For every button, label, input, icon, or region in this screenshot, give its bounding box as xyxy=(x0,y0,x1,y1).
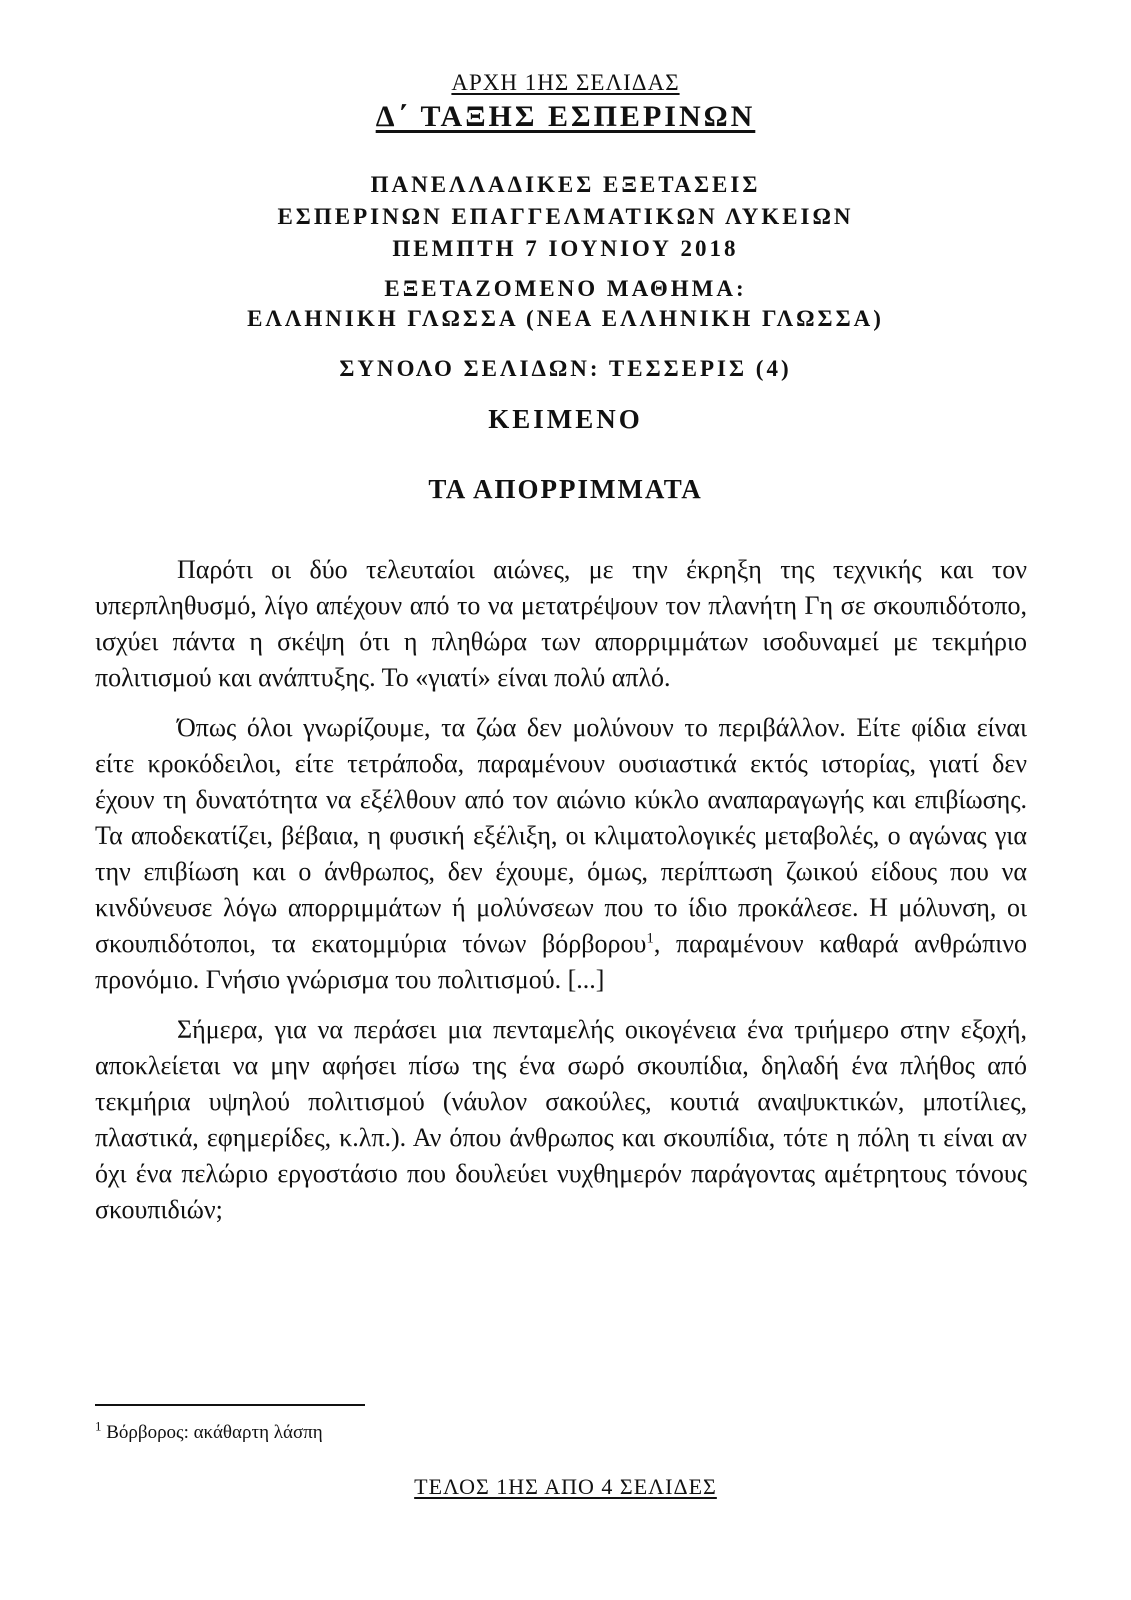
paragraph-3: Σήμερα, για να περάσει μια πενταμελής οικογένεια ένα τριήμερο στην εξοχή, αποκλείεται να μην αφήσει πίσω της ένα σωρό σκουπίδια, δηλαδή ένα πλήθος από τεκμήρια υψηλού πολιτισμού (νάυλον σακούλες, κουτιά αναψυκτικών, μποτίλιες, πλαστικά, εφημερίδες, κ.λπ.). Αν όπου άνθρωπος και σκουπίδια, τότε η πόλη τι είναι αν όχι ένα πελώριο εργοστάσιο που δουλεύει νυχθημερόν παράγοντας αμέτρητους τόνους σκουπιδιών; xyxy=(95,1015,1027,1224)
text-body xyxy=(95,552,1027,1242)
exam-title-line2: ΕΣΠΕΡΙΝΩΝ ΕΠΑΓΓΕΛΜΑΤΙΚΩΝ ΛΥΚΕΙΩΝ xyxy=(277,204,854,229)
paragraph-1: Παρότι οι δύο τελευταίοι αιώνες, με την έκρηξη της τεχνικής και τον υπερπληθυσμό, λίγο απέχουν από το να μετατρέψουν τον πλανήτη Γη σε σκουπιδότοπο, ισχύει πάντα η σκέψη ότι η πληθώρα των απορριμμάτων ισοδυναμεί με τεκμήριο πολιτισμού και ανάπτυξης. Το «γιατί» είναι πολύ απλό. xyxy=(95,555,1027,692)
exam-title-line1: ΠΑΝΕΛΛΑΔΙΚΕΣ ΕΞΕΤΑΣΕΙΣ xyxy=(370,172,761,197)
text-title: ΤΑ ΑΠΟΡΡΙΜΜΑΤΑ xyxy=(428,474,703,504)
page-end-marker: ΤΕΛΟΣ 1ΗΣ ΑΠΟ 4 ΣΕΛΙΔΕΣ xyxy=(414,1474,717,1499)
page-start-marker: ΑΡΧΗ 1ΗΣ ΣΕΛΙΔΑΣ xyxy=(451,70,680,95)
exam-date: ΠΕΜΠΤΗ 7 ΙΟΥΝΙΟΥ 2018 xyxy=(392,236,739,261)
footnote-reference: 1 xyxy=(646,930,654,947)
text-section-label: ΚΕΙΜΕΝΟ xyxy=(488,404,643,434)
paragraph-2-part-b: , παραμένουν καθαρά ανθρώπινο προνόμιο. Γνήσιο γνώρισμα του πολιτισμού. [...] xyxy=(95,929,1027,994)
footnote-marker: 1 xyxy=(95,1418,102,1434)
paragraph-2 xyxy=(95,710,1027,998)
footnote xyxy=(95,1418,323,1444)
subject-name: ΕΛΛΗΝΙΚΗ ΓΛΩΣΣΑ (ΝΕΑ ΕΛΛΗΝΙΚΗ ΓΛΩΣΣΑ) xyxy=(247,306,884,331)
footnote-text: Βόρβορος: ακάθαρτη λάσπη xyxy=(106,1422,323,1443)
pages-total: ΣΥΝΟΛΟ ΣΕΛΙΔΩΝ: ΤΕΣΣΕΡΙΣ (4) xyxy=(339,356,792,381)
subject-label: ΕΞΕΤΑΖΟΜΕΝΟ ΜΑΘΗΜΑ: xyxy=(384,276,747,301)
class-label: Δ΄ ΤΑΞΗΣ ΕΣΠΕΡΙΝΩΝ xyxy=(375,100,756,133)
footnote-divider xyxy=(95,1404,365,1406)
paragraph-2-part-a: Όπως όλοι γνωρίζουμε, τα ζώα δεν μολύνουν το περιβάλλον. Είτε φίδια είναι είτε κροκόδειλοι, είτε τετράποδα, παραμένουν ουσιαστικά εκτός ιστορίας, γιατί δεν έχουν τη δυνατότητα να εξέλθουν από τον αιώνιο κύκλο αναπαραγωγής και επιβίωσης. Τα αποδεκατίζει, βέβαια, η φυσική εξέλιξη, οι κλιματολογικές μεταβολές, ο αγώνας για την επιβίωση και ο άνθρωπος, δεν έχουμε, όμως, περίπτωση ζωικού είδους που να κινδύνευσε λόγω απορριμμάτων ή μολύνσεων που το ίδιο προκάλεσε. Η μόλυνση, οι σκουπιδότοποι, τα εκατομμύρια τόνων βόρβορου xyxy=(95,713,1027,958)
